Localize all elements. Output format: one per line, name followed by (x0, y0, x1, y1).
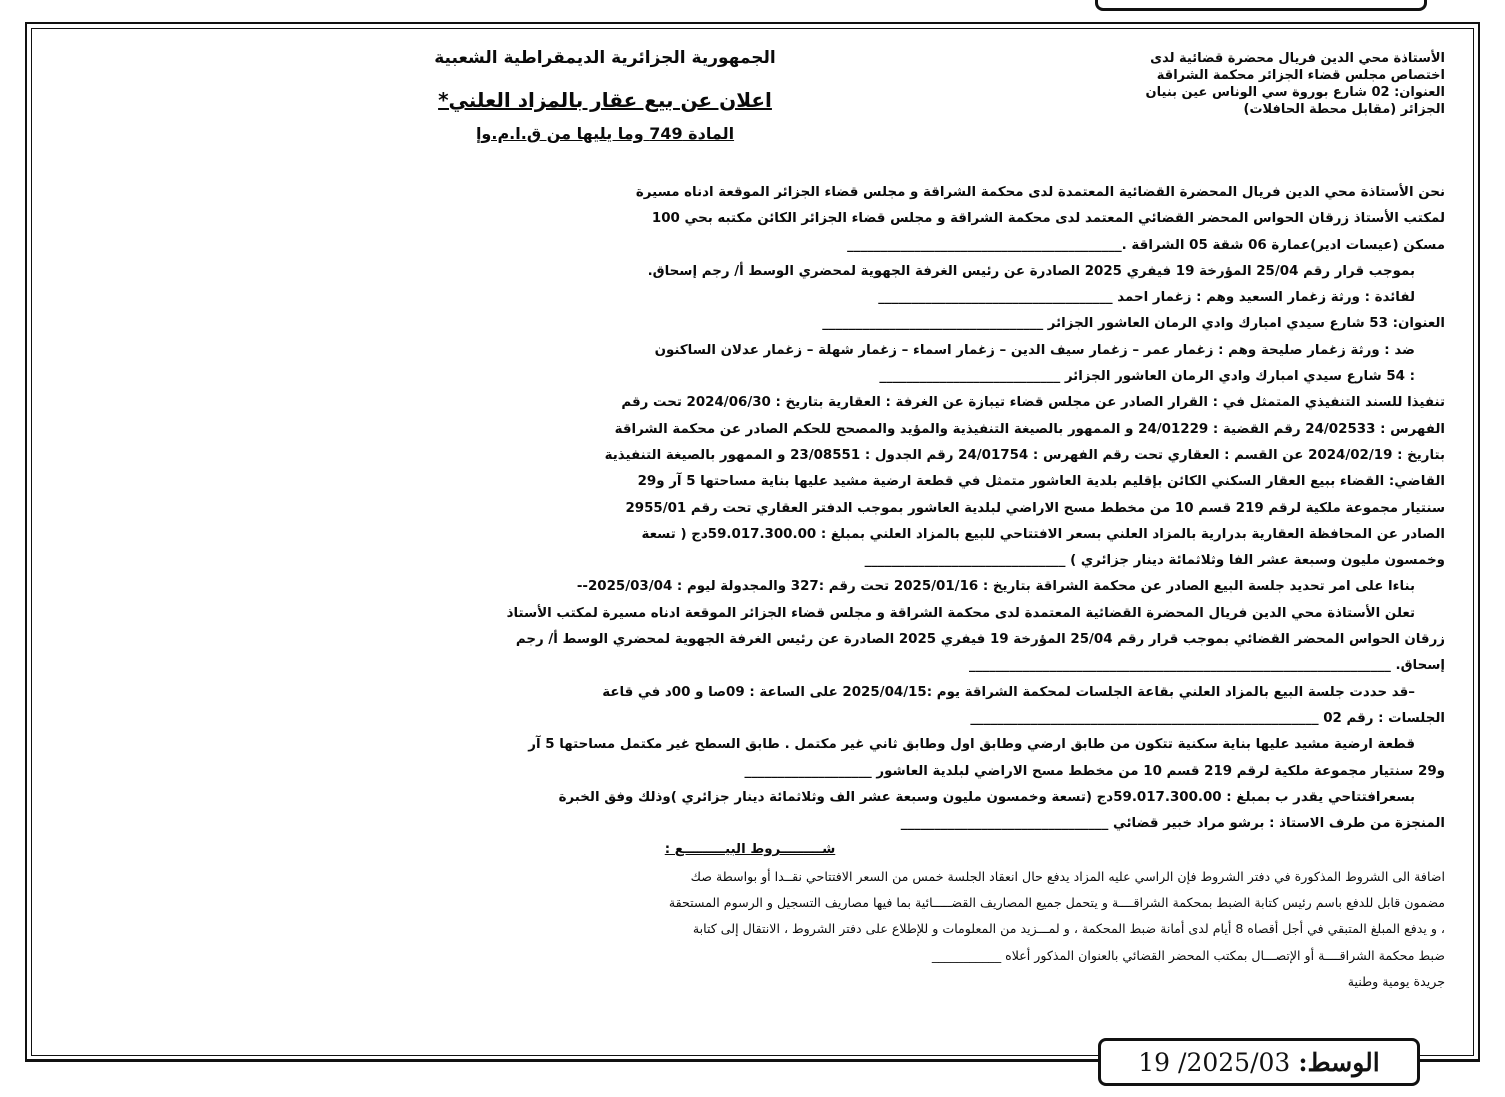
body-line: : 54 شارع سيدي امبارك وادي الرمان العاشور الجزائر ___________________________ (879, 369, 1415, 385)
body-line: ، و يدفع المبلغ المتبقي في أجل أقصاه 8 أيام لدى أمانة ضبط المحكمة ، و لمـــزيد من المعلومات و للإطلاع على دفتر الشروط ، الانتقال إلى كتابة (692, 921, 1445, 937)
body-line: القاضي: القضاء ببيع العقار السكني الكائن بإقليم بلدية العاشور متمثل في قطعة ارضية مشيد عليها بناية مساحتها 5 آر و29 (637, 474, 1445, 490)
body-line: إسحاق. _______________________________________________________________ (969, 658, 1445, 674)
newspaper-date-box (1098, 1038, 1420, 1086)
body-line: لمكتب الأستاذ زرقان الحواس المحضر القضائي المعتمد لدى محكمة الشراقة و مجلس قضاء الجزائر الكائن مكتبه بحي 100 (651, 211, 1445, 227)
body-line: لفائدة : ورثة زغمار السعيد وهم : زغمار احمد ___________________________________ (878, 290, 1415, 306)
body-line: مسكن (عيسات ادير)عمارة 06 شقة 05 الشراقة ._________________________________________ (847, 237, 1445, 253)
body-line: قطعة ارضية مشيد عليها بناية سكنية تتكون من طابق ارضي وطابق اول وطابق ثاني غير مكتمل . طابق السطح غير مكتمل مساحتها 5 آر (528, 737, 1415, 753)
body-line: تنفيذا للسند التنفيذي المتمثل في : القرار الصادر عن مجلس قضاء تيبازة عن الغرفة : العقارية بتاريخ : 2024/06/30 تحت رقم (621, 395, 1445, 411)
body-line: ضبط محكمة الشراقــــة أو الإتصـــال بمكتب المحضر القضائي بالعنوان المذكور أعلاه ___________ (931, 947, 1445, 963)
body-line: وخمسون مليون وسبعة عشر الفا وثلاثمائة دينار جزائري ) ______________________________ (864, 553, 1445, 569)
body-line: بموجب قرار رقم 25/04 المؤرخة 19 فيفري 2025 الصادرة عن رئيس الغرفة الجهوية لمحضري الوسط أ/ رجم إسحاق. (647, 263, 1415, 279)
body-line: زرقان الحواس المحضر القضائي بموجب قرار رقم 25/04 المؤرخة 19 فيفري 2025 الصادرة عن رئيس الغرفة الجهوية لمحضري الوسط أ/ رجم (515, 632, 1445, 648)
document-heading (325, 48, 885, 143)
body-line: بتاريخ : 2024/02/19 عن القسم : العقاري تحت رقم الفهرس : 24/01754 رقم الجدول : 23/08551 و الممهور بالصيغة التنفيذية (604, 447, 1445, 463)
body-line: سنتيار مجموعة ملكية لرقم 219 قسم 10 من مخطط مسح الاراضي لبلدية العاشور بموجب الدفتر العقاري تحت رقم 2955/01 (625, 500, 1445, 516)
body-line: جريدة يومية وطنية (1347, 973, 1445, 989)
body-line: –قد حددت جلسة البيع بالمزاد العلني بقاعة الجلسات لمحكمة الشراقة يوم :2025/04/15 على الساعة : 09صا و 00د في قاعة (602, 684, 1415, 700)
office-line: الأستاذة محي الدين فريال محضرة قضائية لدى (1150, 51, 1445, 66)
body-line: المنجزة من طرف الاستاذ : برشو مراد خبير قضائي _______________________________ (900, 816, 1445, 832)
office-line: الجزائر (مقابل محطة الحافلات) (1243, 102, 1445, 117)
body-line: العنوان: 53 شارع سيدي امبارك وادي الرمان العاشور الجزائر _________________________________ (822, 316, 1445, 332)
newspaper-name: الوسط: (1298, 1047, 1380, 1077)
body-line: اضافة الى الشروط المذكورة في دفتر الشروط فإن الراسي عليه المزاد يدفع حال انعقاد الجلسة خمس من السعر الافتتاحي نقــدا أو بواسطة صك (690, 868, 1445, 884)
sale-conditions-heading: شـــــــــروط البيـــــــــع : (664, 842, 836, 858)
bailiff-office-header (965, 50, 1445, 118)
body-line: الصادر عن المحافظة العقارية بدرارية بالمزاد العلني بسعر الافتتاحي للبيع بالمزاد العلني بمبلغ : 59.017.300.00دج ( تسعة (641, 526, 1445, 542)
body-line: و29 سنتيار مجموعة ملكية لرقم 219 قسم 10 من مخطط مسح الاراضي لبلدية العاشور ___________________ (744, 763, 1445, 779)
announcement-body (55, 180, 1445, 995)
legal-article: المادة 749 وما يليها من ق.ا.م.وإ (475, 124, 735, 143)
body-line: نحن الأستاذة محي الدين فريال المحضرة القضائية المعتمدة لدى محكمة الشراقة و مجلس قضاء الجزائر الموقعة ادناه مسيرة (635, 185, 1445, 200)
body-line: بناءا على امر تحديد جلسة البيع الصادر عن محكمة الشراقة بتاريخ : 2025/01/16 تحت رقم :327 والمجدولة ليوم : 2025/03/04-- (576, 579, 1415, 595)
office-line: العنوان: 02 شارع بوروة سي الوناس عين بنيان (1145, 85, 1445, 100)
body-line: الفهرس : 24/02533 رقم القضية : 24/01229 و الممهور بالصيغة التنفيذية والمؤيد والمصحح للحكم الصادر عن محكمة الشراقة (614, 421, 1445, 437)
body-line: ضد : ورثة زغمار صليحة وهم : زغمار عمر – زغمار سيف الدين – زغمار اسماء – زغمار شهلة – زغمار عدلان الساكنون (654, 342, 1415, 358)
body-line: تعلن الأستاذة محي الدين فريال المحضرة القضائية المعتمدة لدى محكمة الشراقة و مجلس قضاء الجزائر الموقعة ادناه مسيرة لمكتب الأستاذ (506, 605, 1415, 621)
announcement-page (55, 40, 1445, 1030)
body-line: بسعرافتتاحي يقدر ب بمبلغ : 59.017.300.00دج (تسعة وخمسون مليون وسبعة عشر الف وثلاثمائة دينار جزائري )وذلك وفق الخبرة (558, 789, 1415, 805)
office-line: اختصاص مجلس قضاء الجزائر محكمة الشراقة (1156, 68, 1445, 83)
top-label-tab (1095, 0, 1427, 11)
body-line: الجلسات : رقم 02 ____________________________________________________ (970, 710, 1445, 726)
announcement-title: اعلان عن بيع عقار بالمزاد العلني* (438, 88, 772, 112)
publication-date: 19 /2025/03 (1138, 1047, 1291, 1077)
republic-name: الجمهورية الجزائرية الديمقراطية الشعبية (434, 48, 776, 68)
body-line: مضمون قابل للدفع باسم رئيس كتابة الضبط بمحكمة الشراقــــة و يتحمل جميع المصاريف القضـــــائية بما فيها مصاريف التسجيل و الرسوم المستحقة (668, 895, 1445, 911)
